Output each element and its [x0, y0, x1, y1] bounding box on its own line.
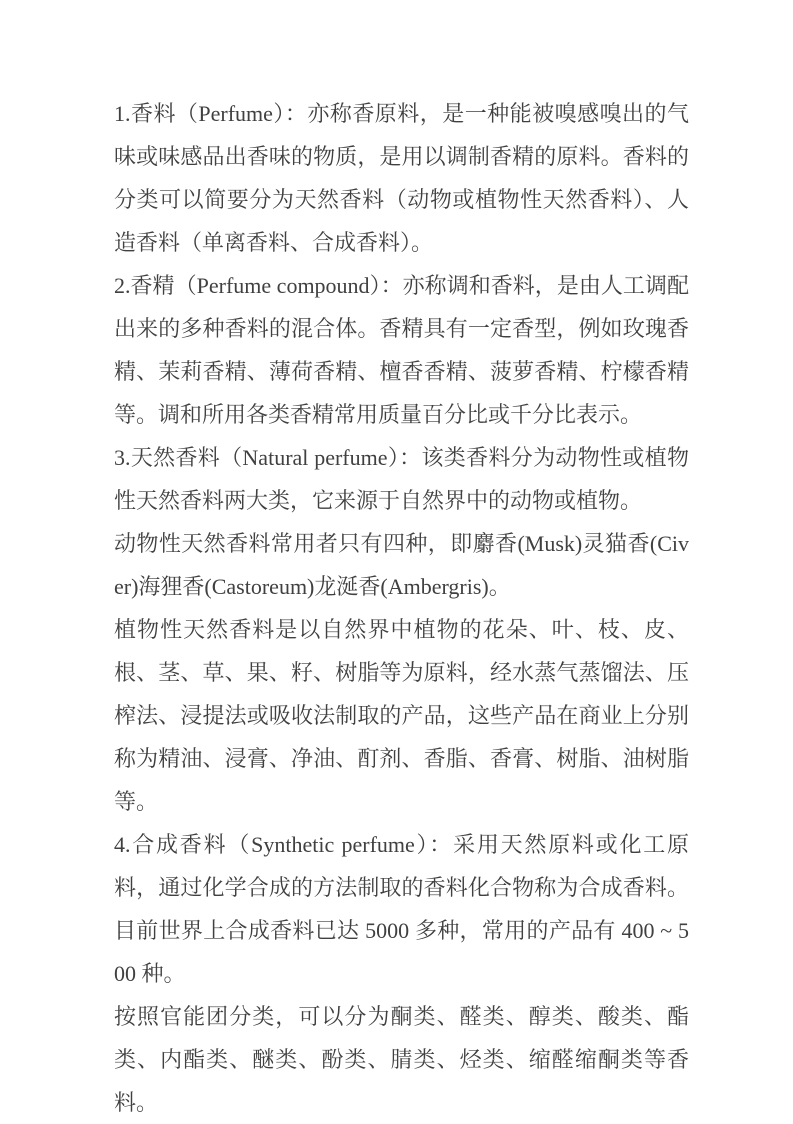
paragraph-perfume-compound-definition: 2.香精（Perfume compound）：亦称调和香料，是由人工调配出来的多种香料的混合体。香精具有一定香型，例如玫瑰香精、茉莉香精、薄荷香精、檀香香精、菠萝香精、柠檬香精等。调和所用各类香精常用质量百分比或千分比表示。 — [114, 273, 689, 427]
paragraph-synthetic-perfume-definition: 4.合成香料（Synthetic perfume）：采用天然原料或化工原料，通过化学合成的方法制取的香料化合物称为合成香料。目前世界上合成香料已达 5000 多种，常用的产品有 400 ~ 500 种。 — [114, 832, 689, 986]
document-text-block — [114, 92, 689, 1124]
paragraph-animal-natural-perfume: 动物性天然香料常用者只有四种，即麝香(Musk)灵猫香(Civer)海狸香(Castoreum)龙涎香(Ambergris)。 — [114, 531, 689, 599]
paragraph-plant-natural-perfume: 植物性天然香料是以自然界中植物的花朵、叶、枝、皮、根、茎、草、果、籽、树脂等为原料，经水蒸气蒸馏法、压榨法、浸提法或吸收法制取的产品，这些产品在商业上分别称为精油、浸膏、净油、酊剂、香脂、香膏、树脂、油树脂等。 — [114, 617, 689, 814]
paragraph-functional-group-classification: 按照官能团分类，可以分为酮类、醛类、醇类、酸类、酯类、内酯类、醚类、酚类、腈类、烃类、缩醛缩酮类等香料。 — [114, 1004, 689, 1115]
paragraph-natural-perfume-definition: 3.天然香料（Natural perfume）：该类香料分为动物性或植物性天然香料两大类，它来源于自然界中的动物或植物。 — [114, 445, 689, 513]
paragraph-perfume-definition: 1.香料（Perfume）：亦称香原料，是一种能被嗅感嗅出的气味或味感品出香味的物质，是用以调制香精的原料。香料的分类可以简要分为天然香料（动物或植物性天然香料）、人造香料（单离香料、合成香料）。 — [114, 101, 689, 255]
